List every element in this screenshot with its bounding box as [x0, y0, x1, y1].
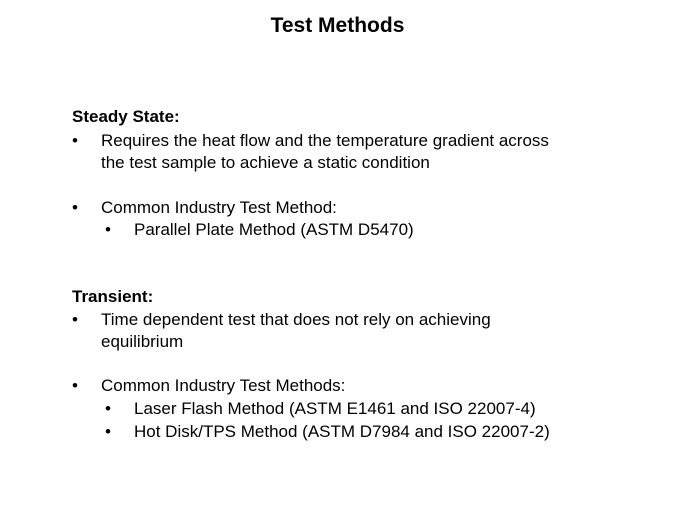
bullet-text: Common Industry Test Methods: [101, 376, 346, 395]
bullet-text: Parallel Plate Method (ASTM D5470) [134, 220, 414, 239]
bullet-text-continuation: the test sample to achieve a static condition [101, 153, 430, 172]
page-title: Test Methods [270, 14, 405, 37]
bullet-icon: • [72, 376, 78, 395]
bullet-icon: • [105, 220, 111, 239]
bullet-text: Hot Disk/TPS Method (ASTM D7984 and ISO 22007-2) [134, 422, 550, 441]
bullet-icon: • [72, 310, 78, 329]
bullet-icon: • [72, 131, 78, 150]
bullet-icon: • [105, 399, 111, 418]
bullet-icon: • [105, 422, 111, 441]
steady-state-heading: Steady State: [72, 107, 180, 126]
transient-heading: Transient: [72, 287, 154, 306]
bullet-text-continuation: equilibrium [101, 332, 184, 351]
bullet-text: Laser Flash Method (ASTM E1461 and ISO 22007-4) [134, 399, 536, 418]
bullet-text: Common Industry Test Method: [101, 198, 337, 217]
bullet-text: Requires the heat flow and the temperature gradient across [101, 131, 549, 150]
bullet-text: Time dependent test that does not rely on achieving [101, 310, 491, 329]
bullet-icon: • [72, 198, 78, 217]
